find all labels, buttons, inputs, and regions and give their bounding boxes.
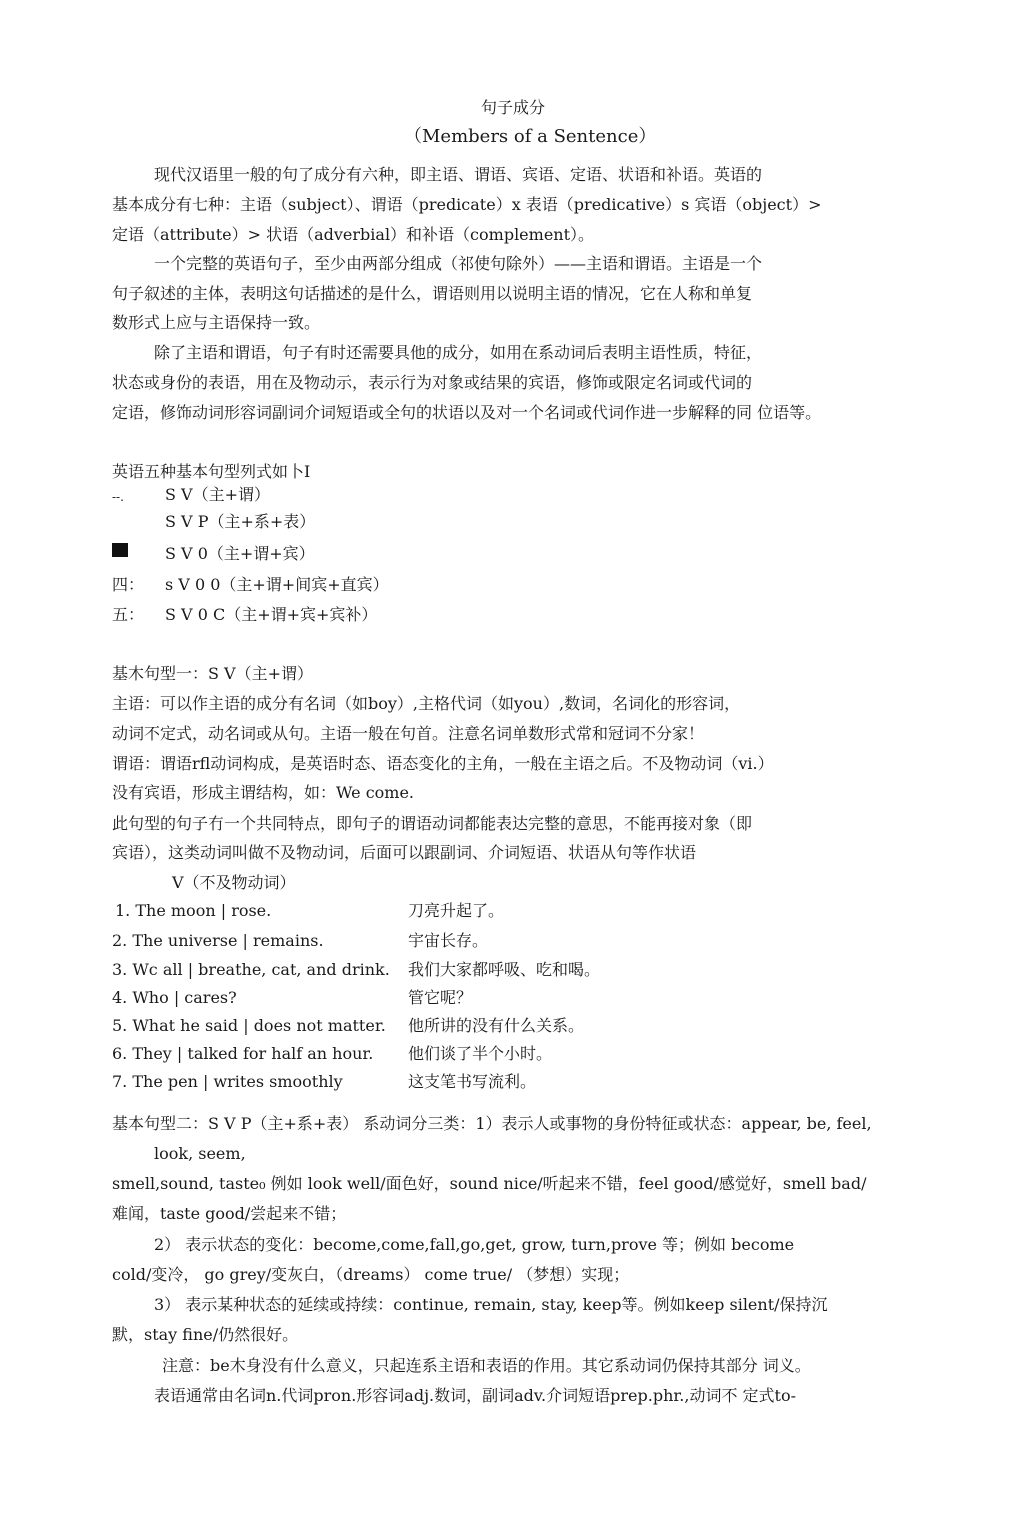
example-zh: 刀亮升起了。 bbox=[408, 901, 505, 920]
body-line: 默，stay fine/仍然很好。 bbox=[112, 1325, 299, 1344]
body-line: 宾语），这类动词叫做不及物动词，后面可以跟副词、介词短语、状语从句等作状语 bbox=[112, 843, 697, 862]
pattern-marker: 四： bbox=[112, 575, 145, 594]
pattern-item: S V P（主+系+表） bbox=[165, 512, 316, 531]
intro-line: 数形式上应与主语保持一致。 bbox=[112, 313, 321, 332]
intro-line: 句子叙述的主体，表明这句话描述的是什么，谓语则用以说明主语的情况，它在人称和单复 bbox=[112, 284, 753, 303]
example-en: 2. The universe | remains. bbox=[112, 931, 324, 950]
example-zh: 这支笔书写流利。 bbox=[408, 1072, 537, 1091]
body-line: 2） 表示状态的变化：become,come,fall,go,get, grow, turn,prove 等；例如 become bbox=[154, 1235, 795, 1254]
example-zh: 管它呢？ bbox=[408, 988, 473, 1007]
pattern-marker-square bbox=[112, 543, 128, 557]
intro-line: 一个完整的英语句子，至少由两部分组成（祁使句除外）——主语和谓语。主语是一个 bbox=[154, 254, 763, 273]
body-line: V（不及物动词） bbox=[172, 873, 296, 892]
example-en: 3. Wc all | breathe, cat, and drink. bbox=[112, 960, 390, 979]
example-zh: 他们谈了半个小时。 bbox=[408, 1044, 553, 1063]
pattern-marker: --. bbox=[112, 490, 124, 504]
body-line: look, seem, bbox=[154, 1144, 246, 1163]
example-en: 6. They | talked for half an hour. bbox=[112, 1044, 374, 1063]
example-en: 7. The pen | writes smoothly bbox=[112, 1072, 343, 1091]
body-line: 谓语：谓语rfl动词构成，是英语时态、语态变化的主角，一般在主语之后。不及物动词（vi.） bbox=[112, 754, 774, 773]
body-line: 表语通常由名词n.代词pron.形容词adj.数词，副词adv.介词短语prep.phr.,动词不 定式to- bbox=[154, 1386, 796, 1405]
body-line: 难闻，taste good/尝起来不错； bbox=[112, 1204, 347, 1223]
body-line: cold/变冷， go grey/变灰白，（dreams） come true/ （梦想）实现； bbox=[112, 1265, 630, 1284]
body-line: 没有宾语，形成主谓结构，如：We come. bbox=[112, 783, 415, 802]
example-en: 1. The moon | rose. bbox=[115, 901, 272, 920]
body-line: 此句型的句子冇一个共同特点，即句子的谓语动词都能表达完整的意思，不能再接对象（即 bbox=[112, 814, 753, 833]
section-heading: 基木句型一：S V（主+谓） bbox=[112, 664, 314, 683]
patterns-heading: 英语五种基本句型列式如卜I bbox=[112, 462, 311, 481]
example-zh: 宇宙长存。 bbox=[408, 931, 489, 950]
document-title: 句子成分 bbox=[481, 98, 546, 117]
pattern-item: S V（主+谓） bbox=[165, 485, 271, 504]
body-line: 注意：be木身没有什么意义，只起连系主语和表语的作用。其它系动词仍保持其部分 词义。 bbox=[162, 1356, 811, 1375]
body-line: 3） 表示某种状态的延续或持续：continue, remain, stay, keep等。例如keep silent/保持沉 bbox=[154, 1295, 828, 1314]
body-line: smell,sound, taste₀ 例如 look well/面色好，sound nice/听起来不错，feel good/感觉好，smell bad/ bbox=[112, 1174, 867, 1193]
example-en: 5. What he said | does not matter. bbox=[112, 1016, 386, 1035]
pattern-item: S V 0 C（主+谓+宾+宾补） bbox=[165, 605, 378, 624]
document-subtitle: （Members of a Sentence） bbox=[404, 126, 657, 147]
intro-line: 定语，修饰动词形容词副词介词短语或全句的状语以及对一个名词或代词作进一步解释的同 位语等。 bbox=[112, 403, 822, 422]
body-line: 主语：可以作主语的成分有名词（如boy）,主格代词（如you）,数词，名词化的形容词， bbox=[112, 694, 741, 713]
pattern-item: s V 0 0（主+谓+间宾+直宾） bbox=[165, 575, 389, 594]
example-en: 4. Who | cares? bbox=[112, 988, 237, 1007]
example-zh: 他所讲的没有什么关系。 bbox=[408, 1016, 585, 1035]
intro-line: 状态或身份的表语，用在及物动示，表示行为对象或结果的宾语，修饰或限定名词或代词的 bbox=[112, 373, 753, 392]
example-zh: 我们大家都呼吸、吃和喝。 bbox=[408, 960, 601, 979]
body-line: 基本句型二：S V P（主+系+表） 系动词分三类：1）表示人或事物的身份特征或状态：appear, be, feel, bbox=[112, 1114, 872, 1133]
pattern-marker: 五： bbox=[112, 605, 145, 624]
pattern-item: S V 0（主+谓+宾） bbox=[165, 544, 315, 563]
intro-line: 基本成分有七种：主语（subject）、谓语（predicate）x 表语（predicative）s 宾语（object）> bbox=[112, 195, 822, 214]
intro-line: 定语（attribute）> 状语（adverbial）和补语（complement）。 bbox=[112, 225, 595, 244]
body-line: 动词不定式，动名词或从句。主语一般在句首。注意名词单数形式常和冠词不分家！ bbox=[112, 724, 705, 743]
intro-line: 现代汉语里一般的句了成分有六种，即主语、谓语、宾语、定语、状语和补语。英语的 bbox=[154, 165, 763, 184]
intro-line: 除了主语和谓语，句子有时还需要具他的成分，如用在系动词后表明主语性质，特征， bbox=[154, 343, 763, 362]
